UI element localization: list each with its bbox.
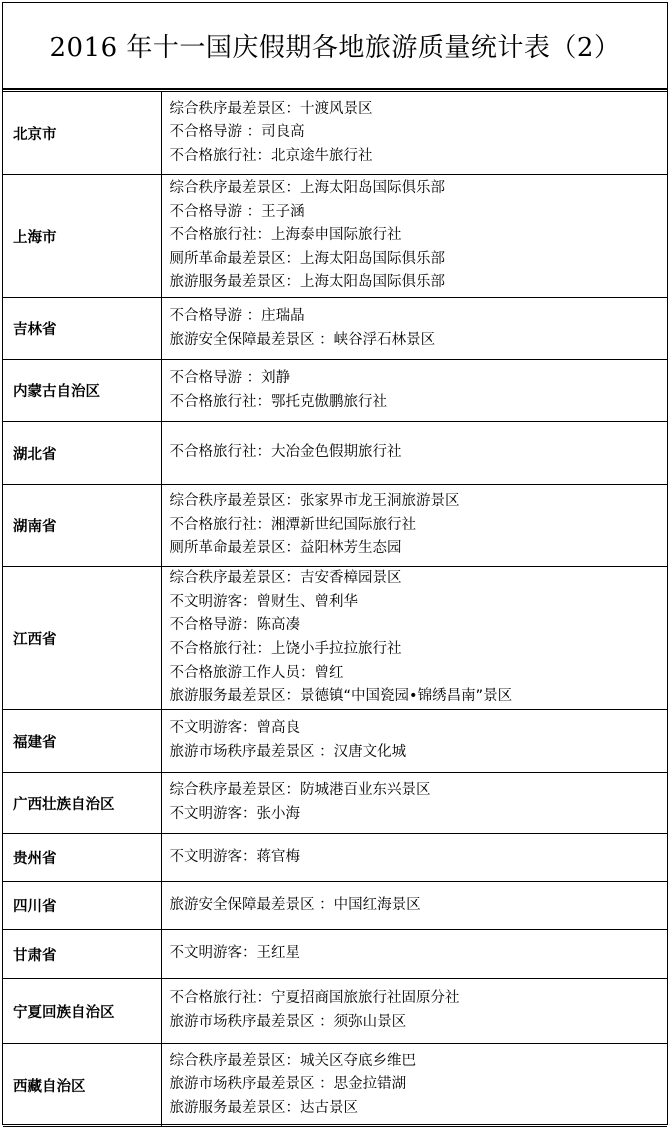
detail-cell	[161, 882, 667, 930]
region-cell: 北京市	[3, 91, 161, 175]
detail-cell	[161, 485, 667, 567]
stats-table-body	[3, 91, 667, 1127]
detail-line: 旅游服务最差景区：达古景区	[169, 1099, 358, 1116]
detail-line: 不合格旅行社：湘潭新世纪国际旅行社	[169, 516, 416, 533]
detail-line: 旅游市场秩序最差景区 ：思金拉错湖	[169, 1076, 407, 1093]
region-cell: 湖北省	[3, 422, 161, 485]
detail-cell	[161, 930, 667, 979]
region-cell: 江西省	[3, 567, 161, 710]
detail-line: 不合格旅游工作人员：曾红	[169, 664, 344, 681]
detail-cell	[161, 979, 667, 1044]
detail-line: 不合格旅行社：上饶小手拉拉旅行社	[169, 641, 402, 657]
region-cell: 广西壮族自治区	[3, 773, 161, 834]
region-cell: 福建省	[3, 710, 161, 773]
detail-line: 不合格导游 ：王子涵	[169, 203, 305, 220]
region-cell: 四川省	[3, 882, 161, 930]
detail-line: 旅游安全保障最差景区 ：中国红海景区	[169, 896, 421, 913]
table-row	[3, 175, 667, 298]
detail-line: 旅游服务最差景区：景德镇“中国瓷园•锦绣昌南”景区	[169, 688, 513, 705]
region-cell: 甘肃省	[3, 930, 161, 979]
stats-table	[3, 89, 667, 1127]
detail-cell	[161, 1044, 667, 1127]
detail-line: 综合秩序最差景区：十渡风景区	[169, 100, 373, 117]
table-row	[3, 834, 667, 882]
detail-line: 综合秩序最差景区：城关区夺底乡维巴	[169, 1052, 416, 1069]
detail-line: 不合格导游 ：司良高	[169, 124, 305, 141]
detail-line: 综合秩序最差景区：上海太阳岛国际俱乐部	[169, 180, 445, 197]
table-row	[3, 485, 667, 567]
detail-line: 不文明游客：王红星	[169, 945, 300, 962]
region-cell: 湖南省	[3, 485, 161, 567]
table-row	[3, 298, 667, 360]
region-cell: 上海市	[3, 175, 161, 298]
table-row	[3, 567, 667, 710]
table-row	[3, 930, 667, 979]
detail-line: 不合格旅行社：大冶金色假期旅行社	[169, 444, 402, 461]
detail-line: 不合格旅行社：宁夏招商国旅旅行社固原分社	[169, 990, 460, 1007]
detail-cell	[161, 91, 667, 175]
detail-line: 旅游市场秩序最差景区 ：汉唐文化城	[169, 744, 407, 760]
region-cell: 内蒙古自治区	[3, 360, 161, 422]
detail-line: 厕所革命最差景区：上海太阳岛国际俱乐部	[169, 250, 445, 267]
table-row	[3, 422, 667, 485]
region-cell: 吉林省	[3, 298, 161, 360]
stats-sheet	[2, 2, 668, 1125]
detail-cell	[161, 360, 667, 422]
detail-line: 不合格旅行社：鄂托克傲鹏旅行社	[169, 393, 387, 410]
table-row	[3, 773, 667, 834]
detail-line: 不合格导游 ：刘静	[169, 369, 291, 386]
detail-line: 旅游安全保障最差景区 ：峡谷浮石林景区	[169, 331, 436, 348]
detail-line: 旅游服务最差景区：上海太阳岛国际俱乐部	[169, 274, 445, 291]
detail-line: 不合格导游：陈高凑	[169, 617, 300, 634]
detail-cell	[161, 834, 667, 882]
table-row	[3, 91, 667, 175]
table-title: 2016 年十一国庆假期各地旅游质量统计表（2）	[3, 3, 667, 89]
detail-line: 不文明游客：曾高良	[169, 720, 300, 737]
detail-line: 不合格导游 ：庄瑞晶	[169, 307, 305, 324]
region-cell: 西藏自治区	[3, 1044, 161, 1127]
detail-cell	[161, 298, 667, 360]
detail-line: 旅游市场秩序最差景区 ：须弥山景区	[169, 1014, 407, 1030]
detail-line: 综合秩序最差景区：防城港百业东兴景区	[169, 782, 431, 799]
region-cell: 宁夏回族自治区	[3, 979, 161, 1044]
table-row	[3, 360, 667, 422]
detail-line: 综合秩序最差景区：张家界市龙王洞旅游景区	[169, 493, 460, 510]
detail-cell	[161, 773, 667, 834]
detail-line: 不文明游客：蒋官梅	[169, 848, 300, 865]
detail-line: 不文明游客：张小海	[169, 806, 300, 822]
detail-line: 不合格旅行社：上海泰申国际旅行社	[169, 227, 402, 244]
detail-line: 厕所革命最差景区：益阳林芳生态园	[169, 540, 402, 557]
table-row	[3, 710, 667, 773]
table-row	[3, 882, 667, 930]
detail-line: 不合格旅行社：北京途牛旅行社	[169, 147, 373, 164]
detail-line: 不文明游客：曾财生、曾利华	[169, 593, 358, 610]
detail-line: 综合秩序最差景区：吉安香樟园景区	[169, 570, 402, 587]
detail-cell	[161, 567, 667, 710]
detail-cell	[161, 710, 667, 773]
detail-cell	[161, 175, 667, 298]
region-cell: 贵州省	[3, 834, 161, 882]
table-row	[3, 979, 667, 1044]
detail-cell	[161, 422, 667, 485]
table-row	[3, 1044, 667, 1127]
